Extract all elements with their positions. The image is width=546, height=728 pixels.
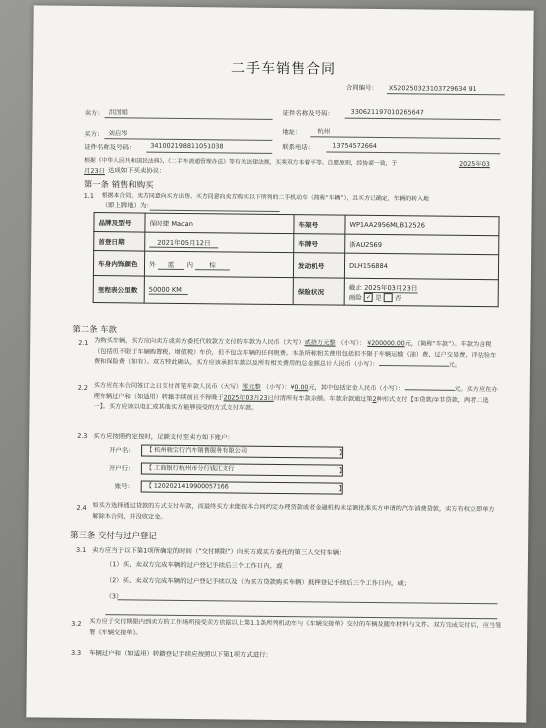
p22-mid: 元。买方应在办理车辆过户和（如适用）转籍手续前且不得晚于 [93,385,498,401]
p21-small-label: （小写）： [337,339,366,347]
intro-date-2: 月23日 [83,166,105,176]
buyer-cert-underline [146,152,272,154]
p22-end: 种形式支付【①贷款/②非贷款，两者二选一】。买方应该以电汇或其他买方能够接受的方式支付车款。 [93,395,489,412]
p22-small-label: （小写）：¥ [262,383,295,392]
exterior-color: 蓝 [158,261,185,270]
p24-text: 如买方选择通过贷款的方式支付车款，而最终买方未能按本合同约定办理贷款或者金融机构未足额批准买方申请的汽车消费贷款，卖方有权立即单方解除本合同，并没收定金。 [92,502,495,521]
p11-num: 1.1 [83,191,94,201]
p24-num: 2.4 [76,503,87,512]
seller-label: 卖方： [84,108,104,118]
insurance-until-label: 截止 [348,283,363,292]
buyer-phone: 13754572664 [332,141,378,151]
p21-text [94,336,500,372]
phone-underline [326,151,500,154]
p21-intro: 为购买车辆，买方应向卖方或卖方委托代收款方支付的车款为人民币（大写） [94,337,305,347]
table-header: 车架号 [294,215,345,235]
checkbox-no [384,293,393,302]
buyer-cert: 341002198811051038 [150,141,224,151]
p22-method: 2 [372,395,377,403]
buyer-label: 买方： [84,129,104,139]
p22-deadline: 2025年03月23日 [223,393,274,402]
p32-num: 3.2 [71,619,82,628]
interior-label: 内 [186,261,194,270]
account-no-label: 账号： [114,482,134,491]
table-cell [144,251,293,278]
p11-line-2: （即上牌地）为： [101,201,153,210]
p21-amount: ¥200000.00 [367,339,405,348]
address-underline [310,136,500,139]
table-cell: 保时捷 Macan [145,213,294,234]
chapter-3-title: 第三条 交付与过户登记 [70,529,157,541]
table-cell: 浙AU2S69 [345,234,499,255]
contract-no-underline [387,93,505,95]
seller-underline [105,117,273,120]
p23-text: 买方应按照约定按时，足额支付至卖方如下账户： [93,432,234,442]
p11-line-1: 根据本合同，卖方同意向买方出售、买方同意向卖方购买以下所列的二手机动车（简称“车辆”），且买方已确定，车辆的转入地 [101,193,429,203]
p31-option-1: （1）买、卖双方完成车辆的过户登记手续后三个工作日内，或 [105,560,283,571]
p31-body: 项所确定的时间（“交付期限”）向买方或买方委托的第三人交付车辆： [147,546,346,557]
contract-page [26,5,533,722]
table-cell [144,276,293,305]
p31-option-3: （3） [105,592,123,601]
account-no: 1202021419900057166 [153,482,229,491]
table-header: 发动机号 [293,253,344,279]
contract-no-label: 合同编号： [345,83,378,93]
p33-intro: 车辆过户和（如适用）转籍登记手续应按照以下第 [88,649,230,659]
checkbox-yes-label: 是 [375,293,382,302]
p33-body: 项方式进行： [233,650,273,659]
table-cell [344,278,498,307]
table-header: 车牌号 [294,234,345,254]
cert-label-1: 证件名称及号码： [282,109,334,118]
p22-intro: 买方应在本合同签订之日支付首笔车款人民币（大写） [93,382,243,391]
table-cell: DLH156884 [344,253,498,280]
table-cell: WP1AA2956MLB12526 [345,215,499,236]
bracket-close: 】 [338,466,346,475]
p21-num: 2.1 [78,338,89,347]
intro-line-1: 根据《中华人民共和国民法典》、《二手车流通管理办法》等有关法律法规，买卖双方本着平等、自愿原则，经协商一致，于 [84,157,398,168]
p23-num: 2.3 [77,431,88,440]
p21-amount-words: 贰拾万元整 [304,339,336,347]
p33-num: 3.3 [70,648,82,657]
chapter-2-title: 第二条 车款 [72,323,117,335]
checkbox-yes: ✓ [365,294,372,302]
account-bank-field: 【 工商银行杭州市分行钱江支行 [141,463,343,477]
table-cell [145,232,294,253]
table-header: 保险状况 [293,278,344,306]
p31-option-2: （2）买、卖双方完成车辆的过户登记手续以及（为买方贷款购买车辆）抵押登记手续后三个工作日内，或； [105,576,411,588]
commercial-insurance-row [349,291,494,303]
document-title: 二手车销售合同 [231,60,337,78]
buyer-address: 杭州 [317,127,331,136]
p33-option: 1 [229,650,234,659]
cert-label-2: 证件名称及号码： [84,142,136,152]
p22-amount-words: 零元整 [242,383,261,391]
plate-place-underline [150,210,280,212]
p22-text [93,381,499,417]
p21-body: 元，（简称“车款”）。车款为含税（包括但不限于车辆购置税、增值税）车价，但不包含车辆的任何税费。本条所称相关费用包括但不限于车辆运输（油）费、过户交易费、评估验车费和保险费（如有）。双方特此确认，买方应该承担车款以及所有相关费用的总金额总计人民币（小写）： [93,340,497,369]
bracket-close: 】 [339,448,346,457]
account-no-field: 【 1202021419900057166 [141,481,343,495]
account-bank-label: 开户行： [108,464,135,473]
table-header: 里程表公里数 [93,276,144,304]
insurance-date: 2025年03月23日 [364,283,418,293]
mileage: 50000 KM [149,286,188,295]
account-name-label: 开户名： [109,446,135,455]
chapter-1-title: 第一条 销售和购买 [83,178,154,190]
bracket-close: 】 [338,484,346,493]
p31-num: 3.1 [76,545,87,554]
phone-label: 联系电话： [282,143,315,152]
account-bank: 工商银行杭州市分行钱江支行 [154,464,235,473]
account-name-field: 【 杭州骏宝行汽车销售服务有限公司 [141,445,343,459]
seller-name: 洪国娟 [108,108,128,117]
p31-option: 1 [143,546,148,555]
seller-cert-underline [345,118,501,121]
p22-deposit: 元，其中包括定金人民币（小写）： [308,384,405,393]
p22-num: 2.2 [77,383,88,392]
interior-color: 棕 [195,261,230,270]
p31-intro: 卖方应当于以下第 [91,546,144,555]
exterior-label: 外 [148,260,156,269]
first-reg-date: 2021年05月12日 [149,239,218,249]
buyer-name: 刘启岑 [108,129,128,138]
table-header: 品牌及型号 [94,213,145,233]
account-name: 杭州骏宝行汽车销售服务有限公司 [154,446,248,455]
p31-option-3-underline [118,599,498,604]
p22-balance: 付清所有车款余额。车款余款通过第 [273,394,373,403]
table-row [93,276,498,307]
p21-end: 元。 [448,361,462,369]
table-header: 首登日期 [94,232,145,252]
commercial-label: 商险 [348,293,362,302]
seller-cert: 330621197010265647 [350,107,424,117]
buyer-underline [104,138,272,141]
vehicle-table [93,212,500,307]
table-header: 车身内饰颜色 [93,251,144,277]
p21-total-blank [379,365,449,367]
p32-text: 买方应于交付期限内到卖方的工作场所接受卖方依据以上第1.1条所列机动车与《车辆交接单》交付的车辆及随车材料与文件。双方完成交付后，应当签署《车辆交接单》。 [89,618,502,637]
p33-line [89,649,272,659]
address-label: 地址： [282,128,302,137]
p22-deposit-blank [404,389,454,391]
checkbox-no-label: 否 [394,293,402,303]
contract-no: XS20250323103729634 91 [388,84,477,94]
p22-amount: 0.00 [294,384,309,392]
intro-line-2: 达成如下买卖协议： [107,166,166,175]
intro-date: 2025年03 [459,159,490,169]
p31-line [92,546,346,557]
